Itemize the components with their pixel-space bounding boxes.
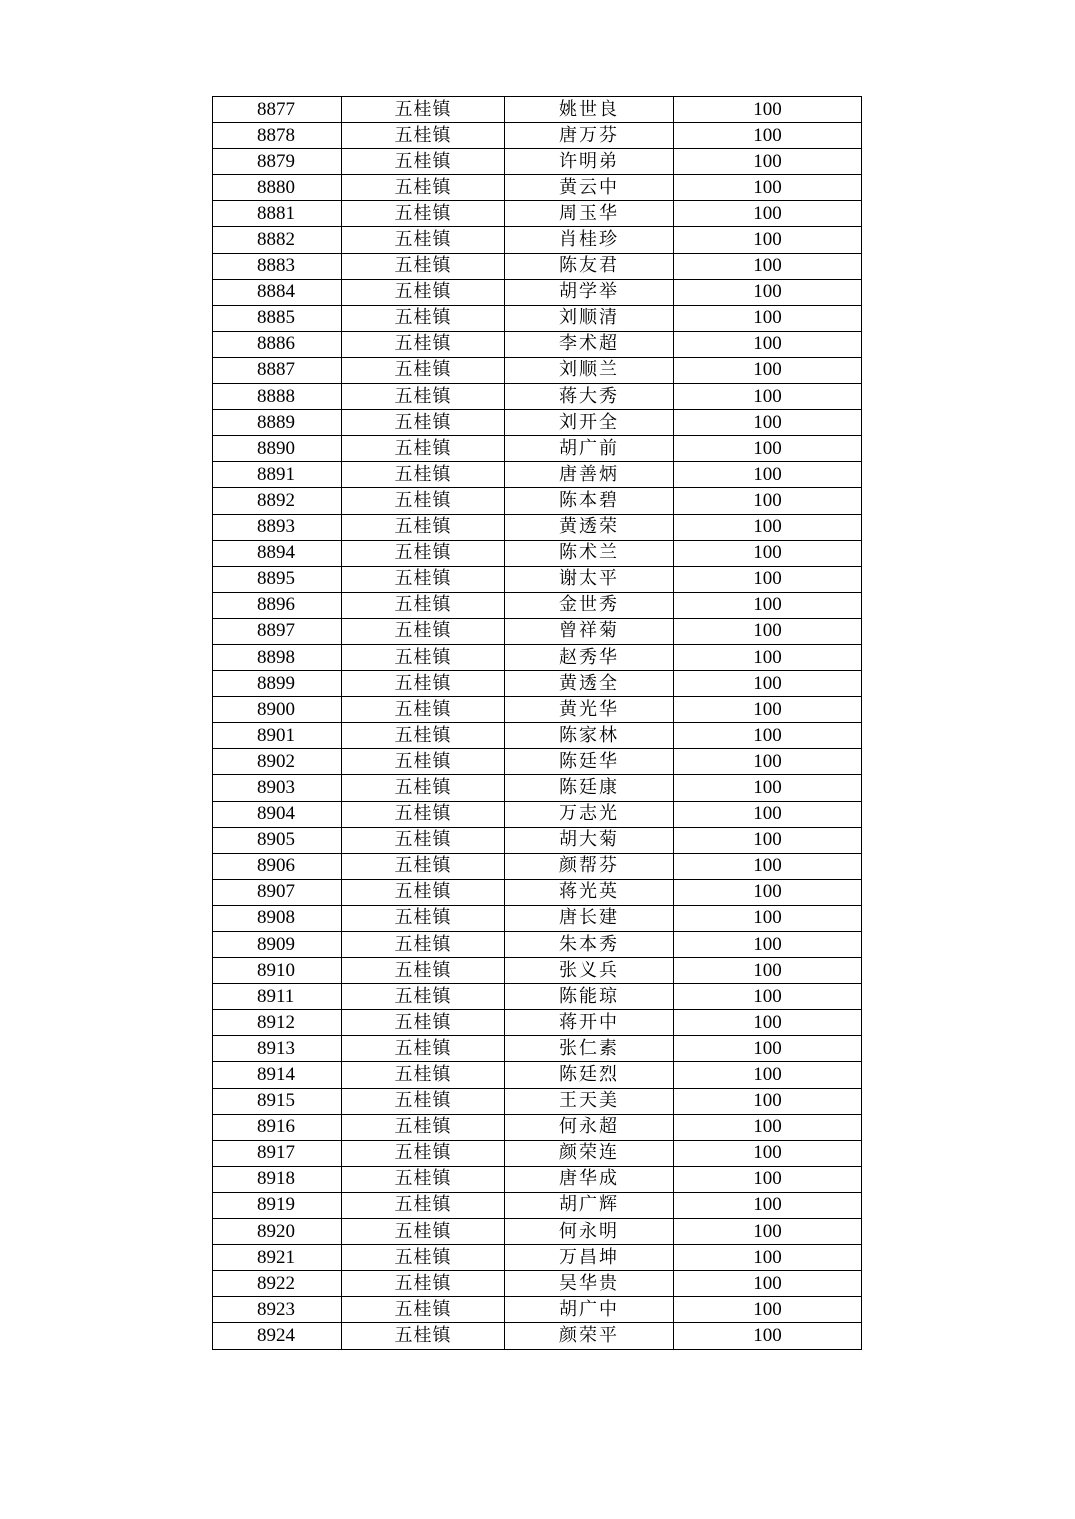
table-row — [213, 1036, 862, 1062]
row-number-cell: 8918 — [213, 1166, 342, 1192]
town-cell: 五桂镇 — [342, 566, 505, 592]
row-number-cell: 8891 — [213, 462, 342, 488]
name-cell: 朱本秀 — [505, 932, 674, 958]
table-row — [213, 749, 862, 775]
table-row — [213, 932, 862, 958]
name-cell: 周玉华 — [505, 201, 674, 227]
amount-cell: 100 — [674, 723, 862, 749]
name-cell: 蒋光英 — [505, 879, 674, 905]
town-cell: 五桂镇 — [342, 775, 505, 801]
table-row — [213, 566, 862, 592]
row-number-cell: 8900 — [213, 697, 342, 723]
amount-cell: 100 — [674, 566, 862, 592]
row-number-cell: 8894 — [213, 540, 342, 566]
amount-cell: 100 — [674, 175, 862, 201]
name-cell: 黄云中 — [505, 175, 674, 201]
table-row — [213, 540, 862, 566]
name-cell: 颜帮芬 — [505, 853, 674, 879]
name-cell: 许明弟 — [505, 149, 674, 175]
row-number-cell: 8881 — [213, 201, 342, 227]
town-cell: 五桂镇 — [342, 879, 505, 905]
row-number-cell: 8889 — [213, 410, 342, 436]
name-cell: 吴华贵 — [505, 1271, 674, 1297]
table-row — [213, 279, 862, 305]
name-cell: 肖桂珍 — [505, 227, 674, 253]
amount-cell: 100 — [674, 1036, 862, 1062]
row-number-cell: 8899 — [213, 671, 342, 697]
row-number-cell: 8878 — [213, 123, 342, 149]
table-row — [213, 1297, 862, 1323]
name-cell: 刘顺清 — [505, 305, 674, 331]
name-cell: 万志光 — [505, 801, 674, 827]
table-row — [213, 357, 862, 383]
name-cell: 胡广辉 — [505, 1192, 674, 1218]
amount-cell: 100 — [674, 1140, 862, 1166]
amount-cell: 100 — [674, 514, 862, 540]
town-cell: 五桂镇 — [342, 279, 505, 305]
name-cell: 王天美 — [505, 1088, 674, 1114]
amount-cell: 100 — [674, 932, 862, 958]
amount-cell: 100 — [674, 1062, 862, 1088]
name-cell: 刘顺兰 — [505, 357, 674, 383]
row-number-cell: 8893 — [213, 514, 342, 540]
name-cell: 陈廷华 — [505, 749, 674, 775]
name-cell: 陈术兰 — [505, 540, 674, 566]
town-cell: 五桂镇 — [342, 227, 505, 253]
town-cell: 五桂镇 — [342, 697, 505, 723]
row-number-cell: 8903 — [213, 775, 342, 801]
town-cell: 五桂镇 — [342, 97, 505, 123]
town-cell: 五桂镇 — [342, 801, 505, 827]
table-row — [213, 905, 862, 931]
name-cell: 唐长建 — [505, 905, 674, 931]
table-row — [213, 984, 862, 1010]
town-cell: 五桂镇 — [342, 1323, 505, 1349]
town-cell: 五桂镇 — [342, 618, 505, 644]
row-number-cell: 8910 — [213, 958, 342, 984]
row-number-cell: 8919 — [213, 1192, 342, 1218]
table-row — [213, 253, 862, 279]
town-cell: 五桂镇 — [342, 1192, 505, 1218]
amount-cell: 100 — [674, 1271, 862, 1297]
table-row — [213, 331, 862, 357]
table-row — [213, 1062, 862, 1088]
amount-cell: 100 — [674, 1010, 862, 1036]
row-number-cell: 8913 — [213, 1036, 342, 1062]
row-number-cell: 8916 — [213, 1114, 342, 1140]
name-cell: 胡大菊 — [505, 827, 674, 853]
amount-cell: 100 — [674, 1297, 862, 1323]
table-row — [213, 175, 862, 201]
table-row — [213, 462, 862, 488]
row-number-cell: 8906 — [213, 853, 342, 879]
table-row — [213, 201, 862, 227]
amount-cell: 100 — [674, 279, 862, 305]
table-row — [213, 1245, 862, 1271]
name-cell: 张义兵 — [505, 958, 674, 984]
row-number-cell: 8895 — [213, 566, 342, 592]
town-cell: 五桂镇 — [342, 253, 505, 279]
town-cell: 五桂镇 — [342, 932, 505, 958]
town-cell: 五桂镇 — [342, 201, 505, 227]
amount-cell: 100 — [674, 305, 862, 331]
row-number-cell: 8883 — [213, 253, 342, 279]
row-number-cell: 8917 — [213, 1140, 342, 1166]
table-row — [213, 879, 862, 905]
town-cell: 五桂镇 — [342, 1245, 505, 1271]
name-cell: 李术超 — [505, 331, 674, 357]
row-number-cell: 8890 — [213, 436, 342, 462]
row-number-cell: 8888 — [213, 384, 342, 410]
town-cell: 五桂镇 — [342, 1297, 505, 1323]
town-cell: 五桂镇 — [342, 123, 505, 149]
row-number-cell: 8885 — [213, 305, 342, 331]
amount-cell: 100 — [674, 1114, 862, 1140]
row-number-cell: 8921 — [213, 1245, 342, 1271]
amount-cell: 100 — [674, 984, 862, 1010]
table-row — [213, 853, 862, 879]
roster-table — [212, 96, 862, 1350]
table-row — [213, 618, 862, 644]
table-row — [213, 723, 862, 749]
table-row — [213, 97, 862, 123]
name-cell: 何永明 — [505, 1219, 674, 1245]
name-cell: 金世秀 — [505, 592, 674, 618]
row-number-cell: 8884 — [213, 279, 342, 305]
row-number-cell: 8911 — [213, 984, 342, 1010]
town-cell: 五桂镇 — [342, 905, 505, 931]
town-cell: 五桂镇 — [342, 1219, 505, 1245]
row-number-cell: 8923 — [213, 1297, 342, 1323]
name-cell: 唐万芬 — [505, 123, 674, 149]
row-number-cell: 8886 — [213, 331, 342, 357]
name-cell: 颜荣连 — [505, 1140, 674, 1166]
table-row — [213, 1088, 862, 1114]
table-row — [213, 671, 862, 697]
name-cell: 黄透荣 — [505, 514, 674, 540]
table-row — [213, 1219, 862, 1245]
name-cell: 胡广前 — [505, 436, 674, 462]
amount-cell: 100 — [674, 905, 862, 931]
row-number-cell: 8897 — [213, 618, 342, 644]
town-cell: 五桂镇 — [342, 723, 505, 749]
table-row — [213, 384, 862, 410]
town-cell: 五桂镇 — [342, 540, 505, 566]
town-cell: 五桂镇 — [342, 357, 505, 383]
town-cell: 五桂镇 — [342, 175, 505, 201]
amount-cell: 100 — [674, 1166, 862, 1192]
row-number-cell: 8880 — [213, 175, 342, 201]
amount-cell: 100 — [674, 149, 862, 175]
town-cell: 五桂镇 — [342, 410, 505, 436]
town-cell: 五桂镇 — [342, 305, 505, 331]
amount-cell: 100 — [674, 462, 862, 488]
name-cell: 蒋开中 — [505, 1010, 674, 1036]
town-cell: 五桂镇 — [342, 1271, 505, 1297]
row-number-cell: 8907 — [213, 879, 342, 905]
table-row — [213, 775, 862, 801]
table-row — [213, 1114, 862, 1140]
name-cell: 陈家林 — [505, 723, 674, 749]
name-cell: 胡学举 — [505, 279, 674, 305]
row-number-cell: 8914 — [213, 1062, 342, 1088]
row-number-cell: 8879 — [213, 149, 342, 175]
town-cell: 五桂镇 — [342, 462, 505, 488]
name-cell: 张仁素 — [505, 1036, 674, 1062]
town-cell: 五桂镇 — [342, 644, 505, 670]
amount-cell: 100 — [674, 1323, 862, 1349]
amount-cell: 100 — [674, 201, 862, 227]
amount-cell: 100 — [674, 1219, 862, 1245]
amount-cell: 100 — [674, 1088, 862, 1114]
row-number-cell: 8887 — [213, 357, 342, 383]
table-row — [213, 123, 862, 149]
town-cell: 五桂镇 — [342, 671, 505, 697]
table-row — [213, 488, 862, 514]
town-cell: 五桂镇 — [342, 1088, 505, 1114]
row-number-cell: 8908 — [213, 905, 342, 931]
amount-cell: 100 — [674, 410, 862, 436]
table-row — [213, 1323, 862, 1349]
name-cell: 曾祥菊 — [505, 618, 674, 644]
name-cell: 唐善炳 — [505, 462, 674, 488]
name-cell: 唐华成 — [505, 1166, 674, 1192]
amount-cell: 100 — [674, 671, 862, 697]
amount-cell: 100 — [674, 775, 862, 801]
amount-cell: 100 — [674, 253, 862, 279]
table-row — [213, 1271, 862, 1297]
name-cell: 陈廷烈 — [505, 1062, 674, 1088]
row-number-cell: 8909 — [213, 932, 342, 958]
row-number-cell: 8882 — [213, 227, 342, 253]
town-cell: 五桂镇 — [342, 592, 505, 618]
amount-cell: 100 — [674, 436, 862, 462]
name-cell: 谢太平 — [505, 566, 674, 592]
town-cell: 五桂镇 — [342, 331, 505, 357]
table-row — [213, 227, 862, 253]
amount-cell: 100 — [674, 1192, 862, 1218]
table-row — [213, 436, 862, 462]
row-number-cell: 8901 — [213, 723, 342, 749]
amount-cell: 100 — [674, 227, 862, 253]
table-row — [213, 827, 862, 853]
table-row — [213, 958, 862, 984]
table-row — [213, 697, 862, 723]
row-number-cell: 8902 — [213, 749, 342, 775]
name-cell: 蒋大秀 — [505, 384, 674, 410]
amount-cell: 100 — [674, 123, 862, 149]
table-row — [213, 801, 862, 827]
table-row — [213, 644, 862, 670]
table-row — [213, 410, 862, 436]
name-cell: 万昌坤 — [505, 1245, 674, 1271]
amount-cell: 100 — [674, 357, 862, 383]
row-number-cell: 8877 — [213, 97, 342, 123]
amount-cell: 100 — [674, 331, 862, 357]
amount-cell: 100 — [674, 540, 862, 566]
town-cell: 五桂镇 — [342, 1140, 505, 1166]
name-cell: 陈廷康 — [505, 775, 674, 801]
row-number-cell: 8920 — [213, 1219, 342, 1245]
town-cell: 五桂镇 — [342, 1114, 505, 1140]
table-row — [213, 1010, 862, 1036]
amount-cell: 100 — [674, 827, 862, 853]
table-row — [213, 149, 862, 175]
town-cell: 五桂镇 — [342, 436, 505, 462]
row-number-cell: 8915 — [213, 1088, 342, 1114]
name-cell: 胡广中 — [505, 1297, 674, 1323]
name-cell: 黄透全 — [505, 671, 674, 697]
town-cell: 五桂镇 — [342, 1166, 505, 1192]
town-cell: 五桂镇 — [342, 749, 505, 775]
amount-cell: 100 — [674, 488, 862, 514]
town-cell: 五桂镇 — [342, 984, 505, 1010]
name-cell: 黄光华 — [505, 697, 674, 723]
row-number-cell: 8904 — [213, 801, 342, 827]
amount-cell: 100 — [674, 697, 862, 723]
name-cell: 姚世良 — [505, 97, 674, 123]
amount-cell: 100 — [674, 97, 862, 123]
row-number-cell: 8898 — [213, 644, 342, 670]
name-cell: 陈友君 — [505, 253, 674, 279]
table-row — [213, 305, 862, 331]
roster-table-body — [213, 97, 862, 1350]
town-cell: 五桂镇 — [342, 827, 505, 853]
table-row — [213, 1166, 862, 1192]
name-cell: 颜荣平 — [505, 1323, 674, 1349]
town-cell: 五桂镇 — [342, 1062, 505, 1088]
town-cell: 五桂镇 — [342, 149, 505, 175]
row-number-cell: 8896 — [213, 592, 342, 618]
table-row — [213, 1140, 862, 1166]
amount-cell: 100 — [674, 749, 862, 775]
amount-cell: 100 — [674, 958, 862, 984]
town-cell: 五桂镇 — [342, 853, 505, 879]
name-cell: 赵秀华 — [505, 644, 674, 670]
town-cell: 五桂镇 — [342, 488, 505, 514]
amount-cell: 100 — [674, 618, 862, 644]
name-cell: 刘开全 — [505, 410, 674, 436]
amount-cell: 100 — [674, 592, 862, 618]
town-cell: 五桂镇 — [342, 384, 505, 410]
name-cell: 陈能琼 — [505, 984, 674, 1010]
town-cell: 五桂镇 — [342, 1036, 505, 1062]
table-row — [213, 514, 862, 540]
town-cell: 五桂镇 — [342, 514, 505, 540]
row-number-cell: 8892 — [213, 488, 342, 514]
amount-cell: 100 — [674, 644, 862, 670]
town-cell: 五桂镇 — [342, 1010, 505, 1036]
amount-cell: 100 — [674, 1245, 862, 1271]
amount-cell: 100 — [674, 853, 862, 879]
town-cell: 五桂镇 — [342, 958, 505, 984]
table-row — [213, 592, 862, 618]
name-cell: 何永超 — [505, 1114, 674, 1140]
amount-cell: 100 — [674, 879, 862, 905]
row-number-cell: 8912 — [213, 1010, 342, 1036]
amount-cell: 100 — [674, 384, 862, 410]
row-number-cell: 8924 — [213, 1323, 342, 1349]
row-number-cell: 8922 — [213, 1271, 342, 1297]
table-row — [213, 1192, 862, 1218]
name-cell: 陈本碧 — [505, 488, 674, 514]
amount-cell: 100 — [674, 801, 862, 827]
row-number-cell: 8905 — [213, 827, 342, 853]
